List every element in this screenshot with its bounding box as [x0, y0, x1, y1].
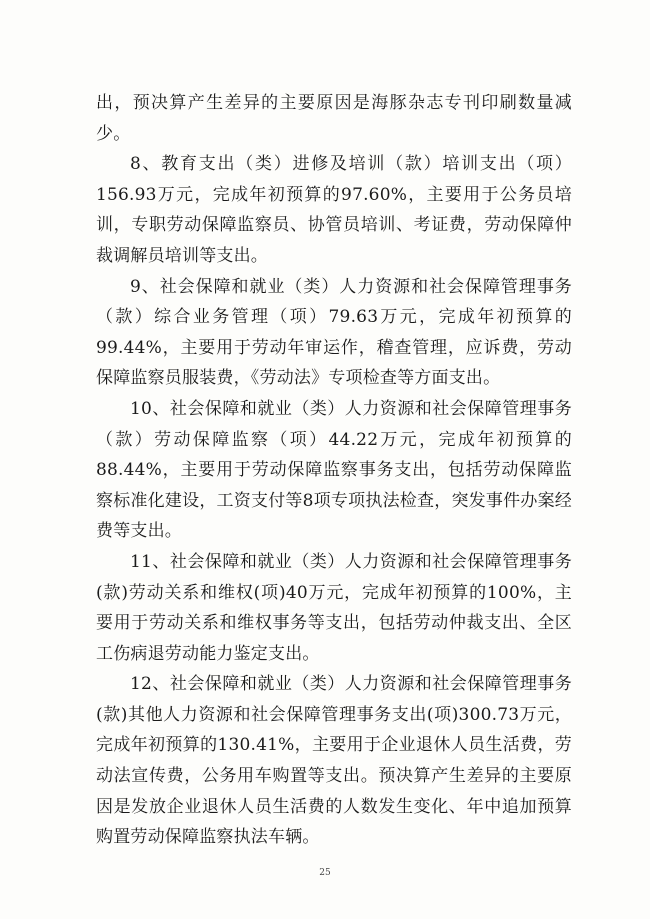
paragraph-item-8: 8、教育支出（类）进修及培训（款）培训支出（项）156.93万元，完成年初预算的97.60%，主要用于公务员培训，专职劳动保障监察员、协管员培训、考证费，劳动保障仲裁调解员培训等支出。 — [96, 154, 572, 266]
paragraph-continuation: 出，预决算产生差异的主要原因是海豚杂志专刊印刷数量减少。 — [96, 93, 572, 144]
paragraph-item-9: 9、社会保障和就业（类）人力资源和社会保障管理事务（款）综合业务管理（项）79.63万元，完成年初预算的99.44%，主要用于劳动年审运作，稽查管理，应诉费，劳动保障监察员服装费，《劳动法》专项检查等方面支出。 — [96, 276, 572, 389]
paragraph-item-10: 10、社会保障和就业（类）人力资源和社会保障管理事务（款）劳动保障监察（项）44.22万元，完成年初预算的88.44%，主要用于劳动保障监察事务支出，包括劳动保障监察标准化建设，工资支付等8项专项执法检查，突发事件办案经费等支出。 — [96, 398, 572, 542]
page-number: 25 — [319, 868, 331, 878]
paragraph-item-11: 11、社会保障和就业（类）人力资源和社会保障管理事务(款)劳动关系和维权(项)40万元，完成年初预算的100%，主要用于劳动关系和维权事务等支出，包括劳动仲裁支出、全区工伤病退劳动能力鉴定支出。 — [96, 551, 572, 664]
paragraph-item-12: 12、社会保障和就业（类）人力资源和社会保障管理事务(款)其他人力资源和社会保障管理事务支出(项)300.73万元，完成年初预算的130.41%，主要用于企业退休人员生活费，劳动法宣传费，公务用车购置等支出。预决算产生差异的主要原因是发放企业退休人员生活费的人数发生变化、年中追加预算购置劳动保障监察执法车辆。 — [96, 674, 572, 848]
document-body — [96, 88, 572, 853]
